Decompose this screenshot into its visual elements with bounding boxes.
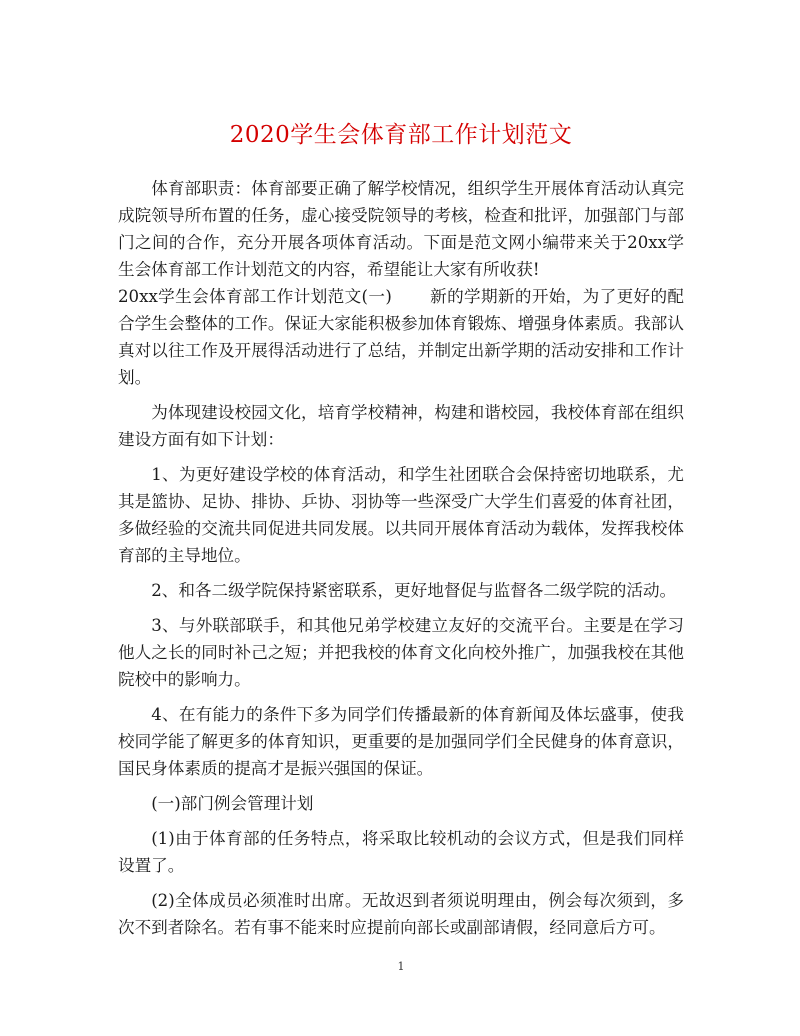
subheading-meeting-plan: (一)部门例会管理计划 [151,794,314,813]
document-page [118,0,684,1036]
paragraph-item-3: 3、与外联部联手，和其他兄弟学校建立友好的交流平台。主要是在学习他人之长的同时补己之短；并把我校的体育文化向校外推广，加强我校在其他院校中的影响力。 [118,616,684,689]
paragraph-meeting-1: (1)由于体育部的任务特点，将采取比较机动的会议方式，但是我们同样设置了。 [118,829,684,875]
document-body [118,175,684,949]
page-number: 1 [397,960,405,973]
paragraph-intro: 体育部职责：体育部要正确了解学校情况，组织学生开展体育活动认真完成院领导所布置的任务，虚心接受院领导的考核，检查和批评，加强部门与部门之间的合作，充分开展各项体育活动。下面是范文网小编带来关于20xx学生会体育部工作计划范文的内容，希望能让大家有所收获! [118,179,684,279]
paragraph-meeting-2: (2)全体成员必须准时出席。无故迟到者须说明理由，例会每次须到，多次不到者除名。若有事不能来时应提前向部长或副部请假，经同意后方可。 [118,891,684,937]
paragraph-item-1: 1、为更好建设学校的体育活动，和学生社团联合会保持密切地联系，尤其是篮协、足协、排协、乒协、羽协等一些深受广大学生们喜爱的体育社团，多做经验的交流共同促进共同发展。以共同开展体育活动为载体，发挥我校体育部的主导地位。 [118,465,684,565]
paragraph-campus-culture: 为体现建设校园文化，培育学校精神，构建和谐校园，我校体育部在组织建设方面有如下计划： [118,403,684,449]
section-heading-plan-one: 20xx学生会体育部工作计划范文(一) [118,287,392,306]
document-title: 2020学生会体育部工作计划范文 [229,122,573,148]
paragraph-item-4: 4、在有能力的条件下多为同学们传播最新的体育新闻及体坛盛事，使我校同学能了解更多的体育知识，更重要的是加强同学们全民健身的体育意识，国民身体素质的提高才是振兴强国的保证。 [118,705,684,778]
paragraph-plan-one [118,283,684,391]
paragraph-new-semester: 新的学期新的开始，为了更好的配合学生会整体的工作。保证大家能积极参加体育锻炼、增强身体素质。我部认真对以往工作及开展得活动进行了总结，并制定出新学期的活动安排和工作计划。 [118,287,684,387]
paragraph-item-2: 2、和各二级学院保持紧密联系，更好地督促与监督各二级学院的活动。 [151,581,677,600]
